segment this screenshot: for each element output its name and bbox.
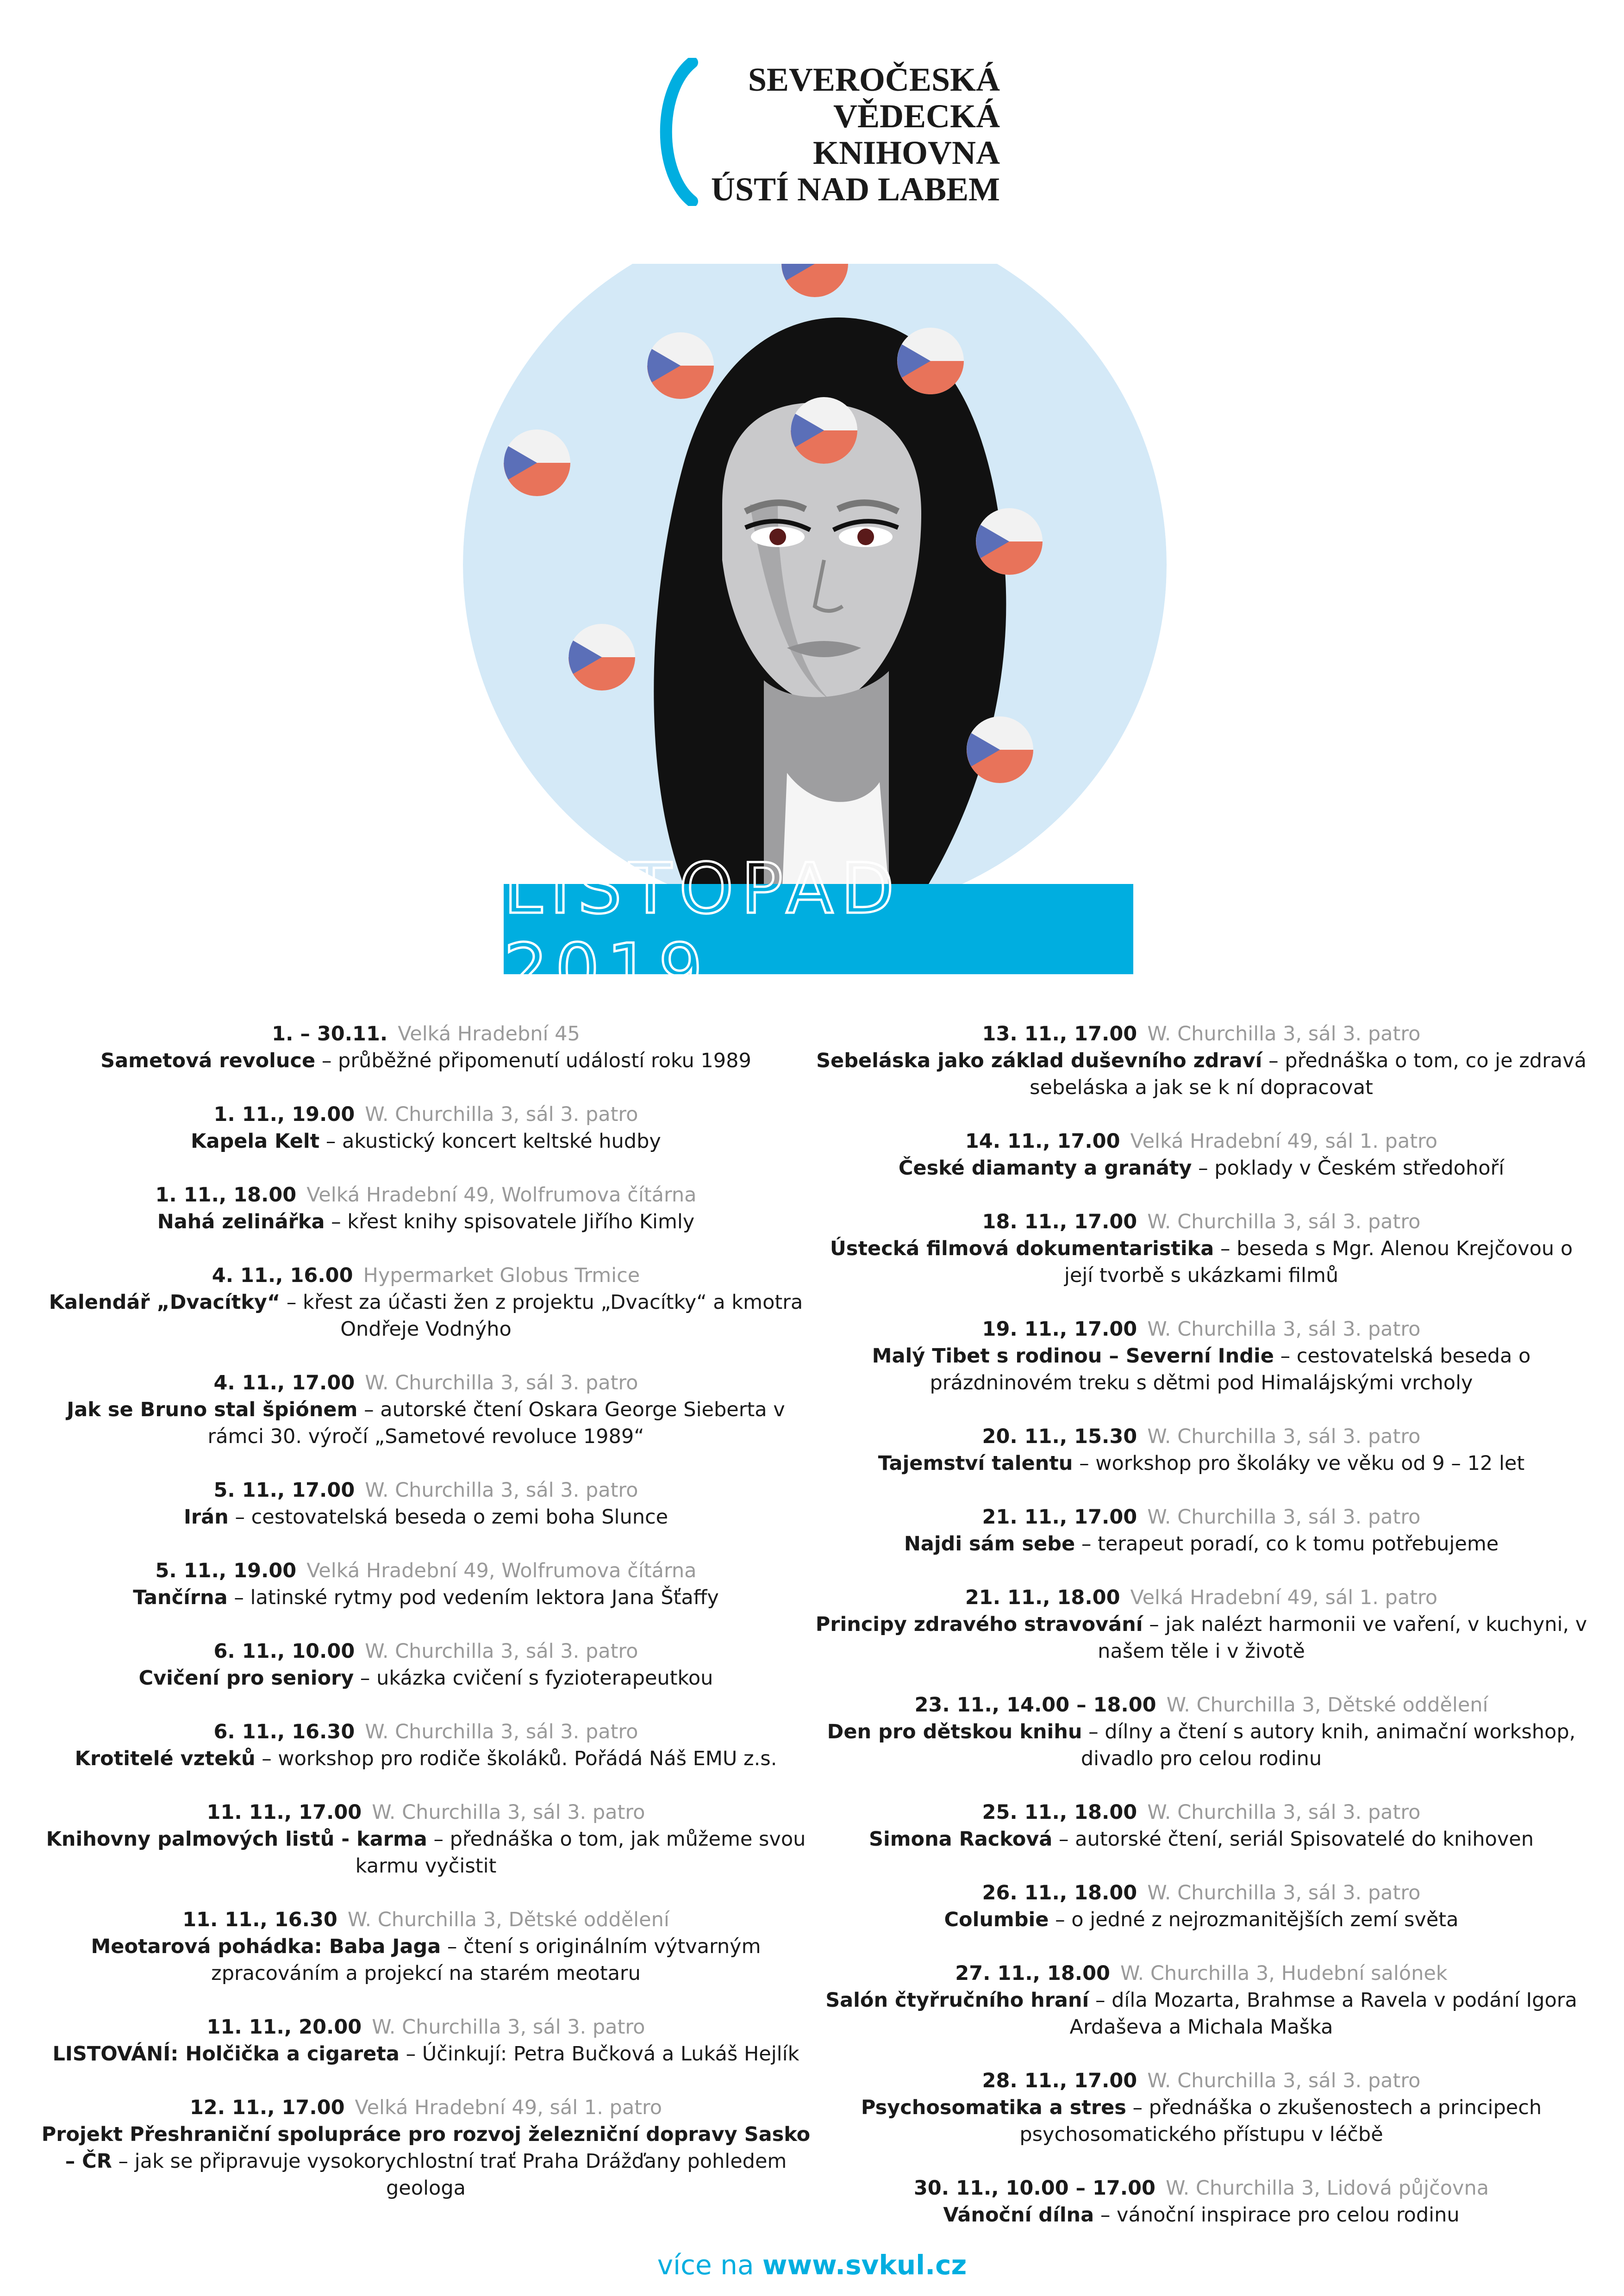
event-date: 18. 11., 17.00	[982, 1210, 1137, 1233]
event-title: Nahá zelinářka	[157, 1210, 325, 1233]
event-item	[37, 1906, 815, 1987]
event-venue: Hypermarket Globus Trmice	[363, 1264, 640, 1287]
event-venue: W. Churchilla 3, Dětské oddělení	[347, 1908, 669, 1931]
event-date: 5. 11., 17.00	[213, 1479, 355, 1502]
event-title: Irán	[183, 1506, 229, 1529]
event-description: – čtení s originálním výtvarným zpracováním a projekcí na starém meotaru	[211, 1935, 761, 1985]
logo-text	[704, 62, 1000, 208]
event-date: 14. 11., 17.00	[965, 1130, 1120, 1153]
event-venue: W. Churchilla 3, sál 3. patro	[1147, 1425, 1421, 1448]
event-title: České diamanty a granáty	[898, 1157, 1192, 1180]
event-date: 6. 11., 10.00	[213, 1640, 355, 1663]
event-title: Tančírna	[133, 1586, 228, 1609]
event-title: Meotarová pohádka: Baba Jaga	[91, 1935, 441, 1958]
event-title: Najdi sám sebe	[904, 1532, 1075, 1556]
event-description: – beseda s Mgr. Alenou Krejčovou o její tvorbě s ukázkami filmů	[1064, 1237, 1573, 1287]
event-item	[812, 1020, 1590, 1101]
event-description: – dílny a čtení s autory knih, animační workshop, divadlo pro celou rodinu	[1081, 1720, 1576, 1770]
event-item	[37, 1557, 815, 1611]
event-description: – workshop pro školáky ve věku od 9 – 12 let	[1079, 1452, 1525, 1475]
event-date: 1. 11., 18.00	[155, 1183, 297, 1207]
event-item	[812, 2175, 1590, 2228]
logo-line: ÚSTÍ NAD LABEM	[711, 171, 1000, 208]
event-date: 1. 11., 19.00	[213, 1103, 355, 1126]
event-venue: W. Churchilla 3, sál 3. patro	[1147, 2069, 1421, 2092]
event-date: 26. 11., 18.00	[982, 1881, 1137, 1904]
logo-line: VĚDECKÁ	[833, 98, 1000, 135]
event-venue: W. Churchilla 3, sál 3. patro	[1147, 1210, 1421, 1233]
event-description: – díla Mozarta, Brahmse a Ravela v podání Igora Ardaševa a Michala Maška	[1069, 1989, 1577, 2039]
event-description: – cestovatelská beseda o prázdninovém treku s dětmi pod Himalájskými vrcholy	[930, 1344, 1531, 1394]
event-item	[37, 1101, 815, 1155]
event-description: – cestovatelská beseda o zemi boha Slunce	[235, 1506, 668, 1529]
event-title: Krotitelé vzteků	[75, 1747, 256, 1770]
event-description: – křest za účasti žen z projektu „Dvacítky“ a kmotra Ondřeje Vodnýho	[286, 1291, 803, 1341]
logo-line: KNIHOVNA	[812, 134, 1000, 171]
event-venue: W. Churchilla 3, sál 3. patro	[365, 1479, 638, 1502]
event-venue: Velká Hradební 49, Wolfrumova čítárna	[306, 1559, 697, 1582]
event-title: LISTOVÁNÍ: Holčička a cigareta	[52, 2042, 400, 2066]
event-description: – přednáška o tom, co je zdravá sebeláska a jak se k ní dopracovat	[1030, 1049, 1587, 1099]
event-date: 21. 11., 17.00	[982, 1506, 1137, 1529]
event-venue: W. Churchilla 3, sál 3. patro	[1147, 1506, 1421, 1529]
event-date: 11. 11., 16.30	[182, 1908, 337, 1931]
event-title: Principy zdravého stravování	[815, 1613, 1143, 1636]
event-date: 4. 11., 16.00	[212, 1264, 353, 1287]
event-item	[37, 2014, 815, 2067]
event-item	[812, 1504, 1590, 1557]
event-description: – přednáška o zkušenostech a principech psychosomatického přístupu v léčbě	[1019, 2096, 1542, 2146]
event-venue: W. Churchilla 3, sál 3. patro	[365, 1103, 638, 1126]
event-title: Tajemství talentu	[878, 1452, 1073, 1475]
event-date: 1. – 30.11.	[272, 1022, 388, 1045]
event-date: 25. 11., 18.00	[982, 1801, 1137, 1824]
event-date: 21. 11., 18.00	[965, 1586, 1120, 1609]
event-date: 11. 11., 20.00	[206, 2016, 362, 2039]
event-venue: W. Churchilla 3, sál 3. patro	[1147, 1881, 1421, 1904]
event-venue: W. Churchilla 3, sál 3. patro	[365, 1371, 638, 1394]
footer-prefix: více na	[657, 2249, 754, 2281]
event-venue: Velká Hradební 49, sál 1. patro	[1130, 1586, 1438, 1609]
event-title: Jak se Bruno stal špiónem	[67, 1398, 358, 1421]
event-title: Malý Tibet s rodinou – Severní Indie	[872, 1344, 1274, 1368]
event-venue: Velká Hradební 45	[398, 1022, 580, 1045]
event-venue: W. Churchilla 3, sál 3. patro	[372, 2016, 645, 2039]
event-date: 19. 11., 17.00	[982, 1318, 1137, 1341]
event-description: – jak nalézt harmonii ve vaření, v kuchyni, v našem těle i v životě	[1098, 1613, 1587, 1663]
website-link[interactable]: www.svkul.cz	[762, 2249, 967, 2281]
events-column-right	[812, 1020, 1590, 2255]
event-item	[37, 1020, 815, 1074]
event-date: 28. 11., 17.00	[982, 2069, 1137, 2092]
event-description: – poklady v Českém středohoří	[1198, 1157, 1505, 1180]
event-title: Projekt Přeshraniční spolupráce pro rozvoj železniční dopravy Sasko – ČR	[41, 2123, 811, 2173]
event-description: – terapeut poradí, co k tomu potřebujeme	[1081, 1532, 1499, 1556]
event-item	[812, 1423, 1590, 1477]
event-description: – o jedné z nejrozmanitějších zemí světa	[1055, 1908, 1459, 1931]
event-title: Vánoční dílna	[943, 2203, 1094, 2227]
event-venue: W. Churchilla 3, sál 3. patro	[372, 1801, 645, 1824]
logo-line: SEVEROČESKÁ	[748, 61, 1000, 98]
portrait-illustration	[463, 264, 1194, 889]
event-item	[37, 1638, 815, 1692]
event-title: Psychosomatika a stres	[861, 2096, 1126, 2119]
event-item	[37, 1182, 815, 1235]
event-title: Den pro dětskou knihu	[827, 1720, 1082, 1743]
event-title: Kalendář „Dvacítky“	[49, 1291, 281, 1314]
event-venue: W. Churchilla 3, sál 3. patro	[365, 1640, 638, 1663]
event-date: 4. 11., 17.00	[213, 1371, 355, 1394]
event-item	[812, 1584, 1590, 1665]
event-description: – křest knihy spisovatele Jiřího Kimly	[331, 1210, 695, 1233]
event-venue: W. Churchilla 3, Hudební salónek	[1120, 1962, 1448, 1985]
event-title: Salón čtyřručního hraní	[825, 1989, 1089, 2012]
event-venue: W. Churchilla 3, sál 3. patro	[1147, 1801, 1421, 1824]
event-description: – akustický koncert keltské hudby	[325, 1130, 661, 1153]
event-venue: Velká Hradební 49, Wolfrumova čítárna	[306, 1183, 697, 1207]
event-date: 5. 11., 19.00	[155, 1559, 297, 1582]
event-description: – ukázka cvičení s fyzioterapeutkou	[360, 1667, 713, 1690]
event-item	[37, 1477, 815, 1531]
event-item	[812, 1128, 1590, 1182]
event-venue: Velká Hradební 49, sál 1. patro	[1130, 1130, 1438, 1153]
event-description: – autorské čtení Oskara George Sieberta v rámci 30. výročí „Sametové revoluce 1989“	[207, 1398, 785, 1448]
event-description: – Účinkují: Petra Bučková a Lukáš Hejlík	[406, 2042, 800, 2066]
event-title: Knihovny palmových listů - karma	[46, 1828, 427, 1851]
event-item	[37, 1262, 815, 1343]
event-description: – workshop pro rodiče školáků. Pořádá Náš EMU z.s.	[262, 1747, 777, 1770]
event-venue: W. Churchilla 3, sál 3. patro	[1147, 1318, 1421, 1341]
event-title: Columbie	[944, 1908, 1049, 1931]
event-item	[812, 1960, 1590, 2041]
month-banner	[504, 848, 1133, 1010]
event-description: – vánoční inspirace pro celou rodinu	[1100, 2203, 1460, 2227]
event-venue: W. Churchilla 3, sál 3. patro	[365, 1720, 638, 1743]
event-title: Sebeláska jako základ duševního zdraví	[816, 1049, 1262, 1072]
events-column-left	[37, 1020, 815, 2228]
event-item	[37, 1718, 815, 1772]
event-item	[37, 2094, 815, 2202]
event-title: Sametová revoluce	[100, 1049, 316, 1072]
event-title: Cvičení pro seniory	[138, 1667, 354, 1690]
event-description: – jak se připravuje vysokorychlostní trať Praha Drážďany pohledem geologa	[118, 2150, 787, 2200]
event-item	[812, 1879, 1590, 1933]
event-date: 6. 11., 16.30	[213, 1720, 355, 1743]
event-item	[812, 1799, 1590, 1853]
logo-arc-icon	[648, 58, 704, 206]
event-item	[37, 1799, 815, 1879]
event-description: – latinské rytmy pod vedením lektora Jana Šťaffy	[234, 1586, 719, 1609]
event-description: – přednáška o tom, jak můžeme svou karmu vyčistit	[355, 1828, 806, 1878]
footer	[0, 2249, 1624, 2281]
event-item	[812, 1316, 1590, 1396]
event-description: – průběžné připomenutí událostí roku 1989	[321, 1049, 751, 1072]
event-title: Kapela Kelt	[191, 1130, 320, 1153]
event-item	[812, 1208, 1590, 1289]
event-venue: W. Churchilla 3, sál 3. patro	[1147, 1022, 1421, 1045]
event-date: 23. 11., 14.00 – 18.00	[914, 1693, 1156, 1717]
event-date: 13. 11., 17.00	[982, 1022, 1137, 1045]
event-venue: W. Churchilla 3, Dětské oddělení	[1166, 1693, 1488, 1717]
event-item	[812, 1692, 1590, 1772]
event-item	[812, 2067, 1590, 2148]
library-logo	[648, 58, 1000, 211]
event-title: Simona Racková	[869, 1828, 1053, 1851]
event-item	[37, 1369, 815, 1450]
event-date: 11. 11., 17.00	[206, 1801, 362, 1824]
event-venue: Velká Hradební 49, sál 1. patro	[355, 2096, 662, 2119]
event-title: Ústecká filmová dokumentaristika	[830, 1237, 1214, 1260]
event-date: 12. 11., 17.00	[189, 2096, 345, 2119]
banner-title: LISTOPAD 2019	[504, 848, 902, 1010]
event-venue: W. Churchilla 3, Lidová půjčovna	[1165, 2177, 1489, 2200]
event-date: 30. 11., 10.00 – 17.00	[913, 2177, 1156, 2200]
event-date: 20. 11., 15.30	[982, 1425, 1137, 1448]
event-description: – autorské čtení, seriál Spisovatelé do knihoven	[1059, 1828, 1534, 1851]
event-date: 27. 11., 18.00	[955, 1962, 1110, 1985]
